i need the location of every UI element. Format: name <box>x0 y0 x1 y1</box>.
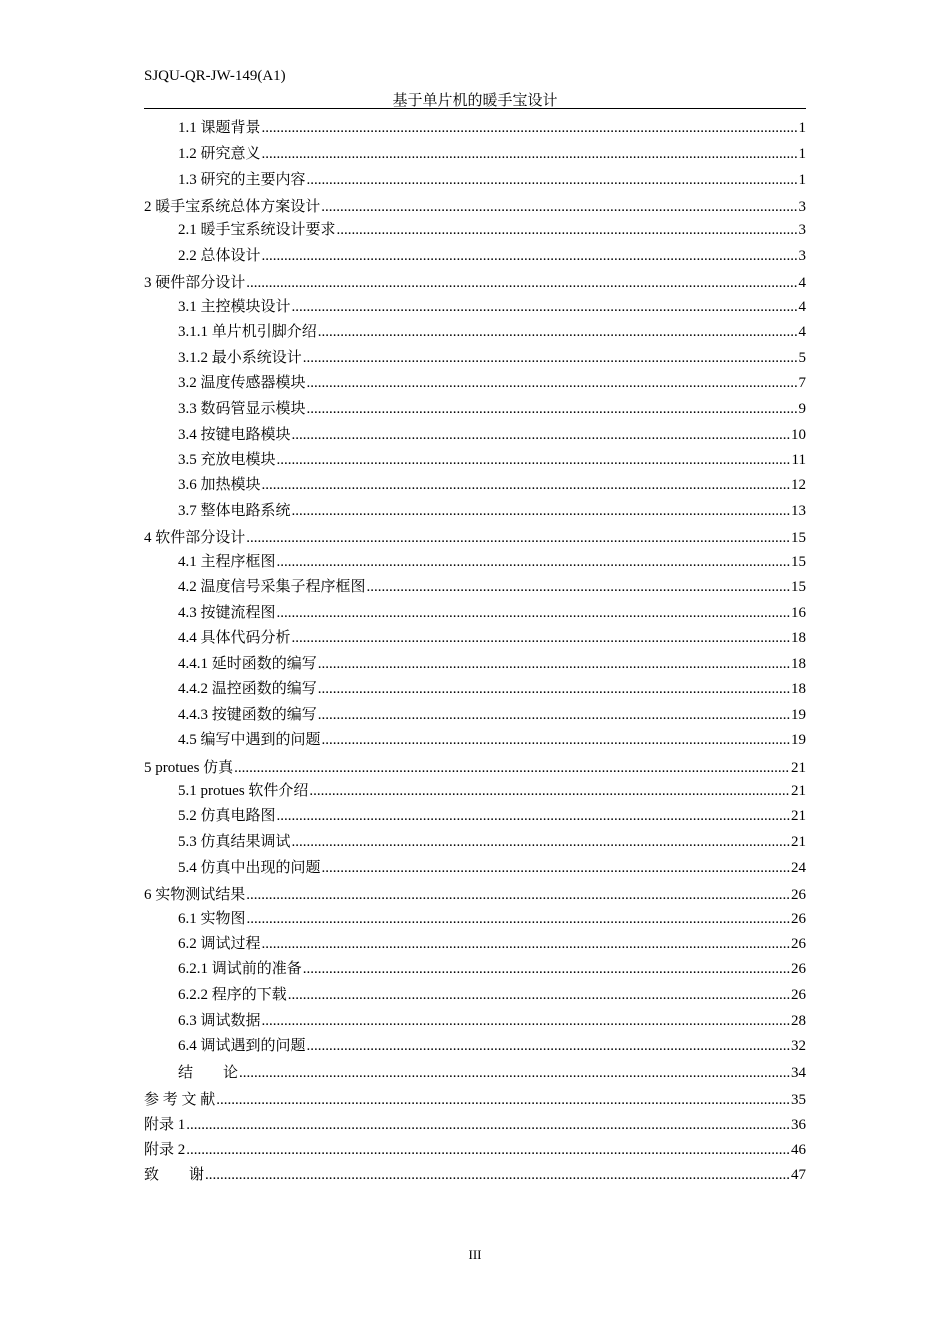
toc-entry-title: 结 论 <box>178 1065 239 1081</box>
toc-entry[interactable] <box>144 447 806 469</box>
toc-entry[interactable] <box>144 1033 806 1055</box>
toc-entry-title: 4.4.2 温控函数的编写 <box>178 681 317 697</box>
toc-entry[interactable] <box>144 396 806 418</box>
toc-entry-title: 6.2.2 程序的下载 <box>178 987 287 1003</box>
toc-entry-title: 4.2 温度信号采集子程序框图 <box>178 579 366 595</box>
toc-entry[interactable] <box>144 702 806 724</box>
toc-entry-title: 3.2 温度传感器模块 <box>178 375 306 391</box>
toc-entry[interactable] <box>144 931 806 953</box>
toc-entry-page: 16 <box>791 605 806 621</box>
toc-entry[interactable] <box>144 115 806 137</box>
toc-dot-leader <box>307 1037 790 1055</box>
toc-dot-leader <box>318 655 790 673</box>
toc-entry-title: 3 硬件部分设计 <box>144 275 246 291</box>
toc-entry[interactable] <box>144 217 806 239</box>
toc-entry-title: 4.4 具体代码分析 <box>178 630 291 646</box>
toc-entry[interactable] <box>144 982 806 1004</box>
document-code: SJQU-QR-JW-149(A1) <box>144 68 286 84</box>
toc-entry-page: 18 <box>791 681 806 697</box>
toc-entry[interactable] <box>144 727 806 749</box>
toc-entry-page: 13 <box>791 503 806 519</box>
toc-dot-leader <box>292 833 790 851</box>
toc-entry-title: 3.4 按键电路模块 <box>178 427 291 443</box>
toc-entry-page: 26 <box>791 887 806 903</box>
toc-entry-title: 1.2 研究意义 <box>178 146 261 162</box>
toc-dot-leader <box>367 578 790 596</box>
toc-dot-leader <box>277 451 791 469</box>
toc-entry-page: 26 <box>791 961 806 977</box>
toc-entry[interactable] <box>144 803 806 825</box>
toc-entry-page: 21 <box>791 783 806 799</box>
toc-entry-title: 5.1 protues 软件介绍 <box>178 783 309 799</box>
toc-entry[interactable] <box>144 1162 806 1184</box>
toc-dot-leader <box>303 349 798 367</box>
toc-entry[interactable] <box>144 956 806 978</box>
toc-entry-title: 6.3 调试数据 <box>178 1013 261 1029</box>
header-rule <box>144 108 806 109</box>
toc-entry-page: 35 <box>791 1092 806 1108</box>
toc-dot-leader <box>277 807 790 825</box>
toc-entry-title: 6.2 调试过程 <box>178 936 261 952</box>
toc-entry[interactable] <box>144 855 806 877</box>
toc-dot-leader <box>318 680 790 698</box>
toc-entry-page: 11 <box>791 452 806 468</box>
toc-entry-title: 5.4 仿真中出现的问题 <box>178 860 321 876</box>
toc-dot-leader <box>246 529 790 547</box>
running-header-title: 基于单片机的暖手宝设计 <box>392 93 558 109</box>
toc-entry-page: 3 <box>798 199 806 215</box>
toc-entry-page: 36 <box>791 1117 806 1133</box>
toc-dot-leader <box>292 426 790 444</box>
toc-entry[interactable] <box>144 778 806 800</box>
toc-dot-leader <box>277 604 790 622</box>
toc-entry-title: 4.4.1 延时函数的编写 <box>178 656 317 672</box>
toc-entry-page: 4 <box>798 299 806 315</box>
toc-dot-leader <box>262 935 790 953</box>
toc-dot-leader <box>262 1012 790 1030</box>
toc-dot-leader <box>321 198 797 216</box>
toc-entry-title: 2.2 总体设计 <box>178 248 261 264</box>
toc-dot-leader <box>337 221 798 239</box>
toc-entry-title: 3.6 加热模块 <box>178 477 261 493</box>
toc-dot-leader <box>216 1091 790 1109</box>
toc-entry-title: 3.1.1 单片机引脚介绍 <box>178 324 317 340</box>
toc-dot-leader <box>292 629 790 647</box>
toc-entry-page: 18 <box>791 630 806 646</box>
toc-entry-page: 19 <box>791 732 806 748</box>
toc-entry-title: 6 实物测试结果 <box>144 887 246 903</box>
toc-entry[interactable] <box>144 472 806 494</box>
toc-entry-page: 18 <box>791 656 806 672</box>
toc-dot-leader <box>186 1116 790 1134</box>
toc-entry-title: 附录 2 <box>144 1142 186 1158</box>
toc-entry[interactable] <box>144 625 806 647</box>
toc-entry[interactable] <box>144 1087 806 1109</box>
toc-entry[interactable] <box>144 345 806 367</box>
toc-dot-leader <box>262 247 798 265</box>
toc-entry[interactable] <box>144 370 806 392</box>
toc-entry-page: 3 <box>798 222 806 238</box>
toc-entry-page: 28 <box>791 1013 806 1029</box>
toc-entry-page: 4 <box>798 275 806 291</box>
toc-entry-title: 5 protues 仿真 <box>144 760 234 776</box>
toc-dot-leader <box>205 1166 790 1184</box>
toc-entry[interactable] <box>144 549 806 571</box>
toc-dot-leader <box>262 145 798 163</box>
toc-entry[interactable] <box>144 1060 806 1082</box>
toc-entry[interactable] <box>144 525 806 547</box>
toc-entry-page: 26 <box>791 911 806 927</box>
toc-entry-title: 4 软件部分设计 <box>144 530 246 546</box>
toc-entry-title: 附录 1 <box>144 1117 186 1133</box>
toc-dot-leader <box>186 1141 790 1159</box>
toc-dot-leader <box>277 553 790 571</box>
toc-dot-leader <box>322 859 790 877</box>
toc-dot-leader <box>322 731 790 749</box>
toc-entry-page: 15 <box>791 530 806 546</box>
toc-dot-leader <box>246 886 790 904</box>
page-number: III <box>468 1247 482 1262</box>
toc-entry-page: 21 <box>791 834 806 850</box>
toc-dot-leader <box>262 119 798 137</box>
toc-entry-title: 3.1.2 最小系统设计 <box>178 350 302 366</box>
toc-entry[interactable] <box>144 319 806 341</box>
toc-entry-title: 1.1 课题背景 <box>178 120 261 136</box>
toc-entry-page: 46 <box>791 1142 806 1158</box>
toc-entry-page: 32 <box>791 1038 806 1054</box>
toc-entry[interactable] <box>144 294 806 316</box>
toc-entry-page: 21 <box>791 808 806 824</box>
toc-entry[interactable] <box>144 1137 806 1159</box>
toc-entry-page: 4 <box>798 324 806 340</box>
toc-dot-leader <box>246 274 797 292</box>
toc-entry-title: 2.1 暖手宝系统设计要求 <box>178 222 336 238</box>
toc-entry[interactable] <box>144 829 806 851</box>
toc-entry-title: 3.3 数码管显示模块 <box>178 401 306 417</box>
toc-entry-page: 26 <box>791 936 806 952</box>
toc-entry-title: 2 暖手宝系统总体方案设计 <box>144 199 321 215</box>
toc-entry-page: 21 <box>791 760 806 776</box>
toc-entry[interactable] <box>144 167 806 189</box>
toc-entry[interactable] <box>144 574 806 596</box>
toc-entry-page: 5 <box>798 350 806 366</box>
toc-entry[interactable] <box>144 676 806 698</box>
toc-entry-page: 19 <box>791 707 806 723</box>
toc-entry[interactable] <box>144 243 806 265</box>
toc-entry-title: 5.2 仿真电路图 <box>178 808 276 824</box>
toc-entry[interactable] <box>144 882 806 904</box>
toc-dot-leader <box>234 759 790 777</box>
toc-entry-page: 26 <box>791 987 806 1003</box>
toc-dot-leader <box>288 986 790 1004</box>
toc-dot-leader <box>307 171 798 189</box>
toc-dot-leader <box>307 374 798 392</box>
toc-entry-title: 6.1 实物图 <box>178 911 246 927</box>
toc-entry[interactable] <box>144 1008 806 1030</box>
toc-entry[interactable] <box>144 600 806 622</box>
toc-entry-title: 3.1 主控模块设计 <box>178 299 291 315</box>
toc-entry[interactable] <box>144 141 806 163</box>
toc-dot-leader <box>247 910 790 928</box>
toc-entry[interactable] <box>144 422 806 444</box>
toc-entry-page: 1 <box>798 146 806 162</box>
toc-dot-leader <box>318 323 798 341</box>
toc-entry-title: 4.4.3 按键函数的编写 <box>178 707 317 723</box>
toc-entry-page: 7 <box>798 375 806 391</box>
toc-entry-page: 9 <box>798 401 806 417</box>
toc-entry-title: 6.2.1 调试前的准备 <box>178 961 302 977</box>
toc-entry-title: 致 谢 <box>144 1167 205 1183</box>
toc-entry[interactable] <box>144 270 806 292</box>
toc-entry-page: 24 <box>791 860 806 876</box>
toc-dot-leader <box>292 502 790 520</box>
toc-entry[interactable] <box>144 651 806 673</box>
toc-entry-page: 1 <box>798 172 806 188</box>
toc-entry-title: 4.5 编写中遇到的问题 <box>178 732 321 748</box>
toc-entry-title: 3.7 整体电路系统 <box>178 503 291 519</box>
toc-entry[interactable] <box>144 194 806 216</box>
toc-entry-title: 参 考 文 献 <box>144 1092 216 1108</box>
toc-entry-page: 12 <box>791 477 806 493</box>
toc-dot-leader <box>318 706 790 724</box>
toc-dot-leader <box>303 960 790 978</box>
toc-entry-title: 1.3 研究的主要内容 <box>178 172 306 188</box>
toc-entry-title: 4.1 主程序框图 <box>178 554 276 570</box>
toc-entry-title: 6.4 调试遇到的问题 <box>178 1038 306 1054</box>
toc-dot-leader <box>262 476 790 494</box>
toc-entry[interactable] <box>144 1112 806 1134</box>
toc-dot-leader <box>239 1064 790 1082</box>
toc-entry-page: 47 <box>791 1167 806 1183</box>
toc-dot-leader <box>309 782 790 800</box>
toc-entry[interactable] <box>144 498 806 520</box>
toc-entry-title: 4.3 按键流程图 <box>178 605 276 621</box>
toc-entry-title: 3.5 充放电模块 <box>178 452 276 468</box>
toc-dot-leader <box>307 400 798 418</box>
toc-dot-leader <box>292 298 798 316</box>
toc-entry-page: 15 <box>791 554 806 570</box>
toc-entry-page: 1 <box>798 120 806 136</box>
toc-entry-page: 10 <box>791 427 806 443</box>
toc-entry-page: 15 <box>791 579 806 595</box>
toc-entry-page: 3 <box>798 248 806 264</box>
toc-entry[interactable] <box>144 906 806 928</box>
toc-entry[interactable] <box>144 755 806 777</box>
toc-entry-title: 5.3 仿真结果调试 <box>178 834 291 850</box>
toc-entry-page: 34 <box>791 1065 806 1081</box>
